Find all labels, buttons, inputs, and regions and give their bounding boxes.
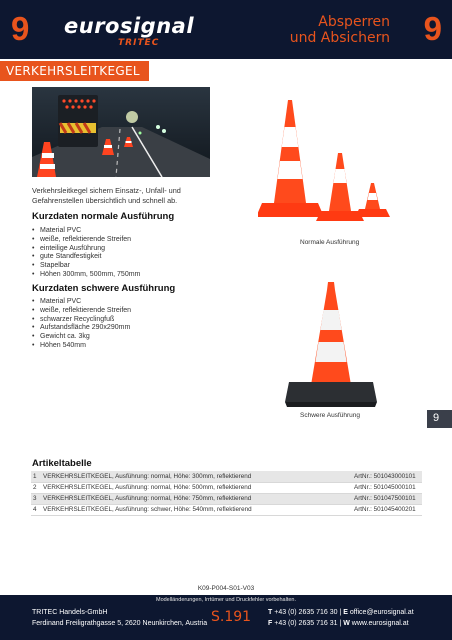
section-band bbox=[0, 61, 149, 81]
tunnel-photo bbox=[32, 87, 210, 177]
company-street: Ferdinand Freiligrathgasse 5, 2620 Neunkirchen, Austria bbox=[32, 619, 208, 627]
row-number: 2 bbox=[33, 484, 37, 491]
list-normal bbox=[32, 227, 140, 280]
document-code: K09-P004-S01-V03 bbox=[197, 585, 255, 592]
chapter-number-right: 9 bbox=[423, 10, 442, 47]
list-heavy bbox=[32, 298, 131, 351]
row-article-number: ArtNr.: 501045000101 bbox=[354, 484, 416, 491]
email-link[interactable]: office@eurosignal.at bbox=[349, 609, 414, 616]
separator: | bbox=[339, 609, 342, 616]
list-item: • einteilige Ausführung bbox=[32, 245, 140, 254]
page-number: S.191 bbox=[211, 609, 252, 625]
chapter-number-left: 9 bbox=[11, 10, 30, 47]
fax-number: +43 (0) 2635 716 31 bbox=[274, 619, 338, 627]
chapter-title-line1: Absperren bbox=[318, 14, 390, 30]
heavy-cone-image bbox=[283, 280, 379, 410]
company-address bbox=[32, 608, 207, 629]
row-description: VERKEHRSLEITKEGEL, Ausführung: schwer, Höhe: 540mm, reflektierend bbox=[43, 506, 252, 513]
separator: | bbox=[339, 619, 342, 627]
phone-number: +43 (0) 2635 716 30 bbox=[274, 609, 338, 616]
email-label: E bbox=[343, 609, 348, 616]
web-label: W bbox=[343, 619, 350, 627]
table-row bbox=[31, 482, 422, 493]
list-item: • gute Standfestigkeit bbox=[32, 253, 140, 262]
row-article-number: ArtNr.: 501047500101 bbox=[352, 493, 422, 504]
logo-tritec: TRITEC bbox=[118, 38, 160, 48]
list-item: • weiße, reflektierende Streifen bbox=[32, 307, 131, 316]
table-row bbox=[31, 504, 422, 515]
fax-label: F bbox=[268, 619, 273, 627]
list-item: • Stapelbar bbox=[32, 262, 140, 271]
chapter-title bbox=[290, 14, 390, 46]
row-description: VERKEHRSLEITKEGEL, Ausführung: normal, Höhe: 300mm, reflektierend bbox=[41, 471, 352, 482]
table-title: Artikeltabelle bbox=[32, 458, 92, 469]
list-item: • Material PVC bbox=[32, 227, 140, 236]
row-number: 4 bbox=[33, 506, 37, 513]
row-article-number: ArtNr.: 501045400201 bbox=[354, 506, 416, 513]
list-item: • Aufstandsfläche 290x290mm bbox=[32, 324, 131, 333]
row-number: 1 bbox=[31, 471, 41, 482]
web-link[interactable]: www.eurosignal.at bbox=[351, 619, 409, 627]
side-tab-number: 9 bbox=[433, 412, 440, 424]
company-name: TRITEC Handels-GmbH bbox=[32, 609, 108, 616]
phone-label: T bbox=[268, 609, 273, 616]
disclaimer: Modelländerungen, Irrtümer und Druckfehler vorbehalten. bbox=[155, 597, 297, 603]
article-table bbox=[31, 471, 422, 516]
chapter-side-tab bbox=[427, 410, 452, 428]
table-row bbox=[31, 493, 422, 504]
page-header bbox=[0, 0, 452, 59]
caption-heavy: Schwere Ausführung bbox=[300, 412, 360, 419]
intro-text: Verkehrsleitkegel sichern Einsatz-, Unfall- und Gefahrenstellen übersichtlich und schnell ab. bbox=[32, 186, 181, 205]
caption-normal: Normale Ausführung bbox=[300, 239, 360, 246]
normal-cones-image bbox=[258, 95, 394, 235]
row-description: VERKEHRSLEITKEGEL, Ausführung: normal, Höhe: 750mm, reflektierend bbox=[41, 493, 352, 504]
row-description: VERKEHRSLEITKEGEL, Ausführung: normal, Höhe: 500mm, reflektierend bbox=[43, 484, 252, 491]
list-item: • Höhen 300mm, 500mm, 750mm bbox=[32, 271, 140, 280]
heading-heavy: Kurzdaten schwere Ausführung bbox=[32, 283, 176, 294]
page-footer bbox=[0, 595, 452, 640]
contact-info bbox=[268, 608, 414, 629]
list-item: • Material PVC bbox=[32, 298, 131, 307]
row-article-number: ArtNr.: 501043000101 bbox=[352, 471, 422, 482]
list-item: • schwarzer Recyclingfuß bbox=[32, 316, 131, 325]
section-title: VERKEHRSLEITKEGEL bbox=[6, 64, 140, 78]
chapter-title-line2: und Absichern bbox=[289, 30, 390, 46]
row-number: 3 bbox=[31, 493, 41, 504]
heading-normal: Kurzdaten normale Ausführung bbox=[32, 211, 175, 222]
table-row bbox=[31, 471, 422, 482]
list-item: • weiße, reflektierende Streifen bbox=[32, 236, 140, 245]
list-item: • Gewicht ca. 3kg bbox=[32, 333, 131, 342]
logo-eurosignal: eurosignal bbox=[64, 14, 195, 38]
list-item: • Höhen 540mm bbox=[32, 342, 131, 351]
